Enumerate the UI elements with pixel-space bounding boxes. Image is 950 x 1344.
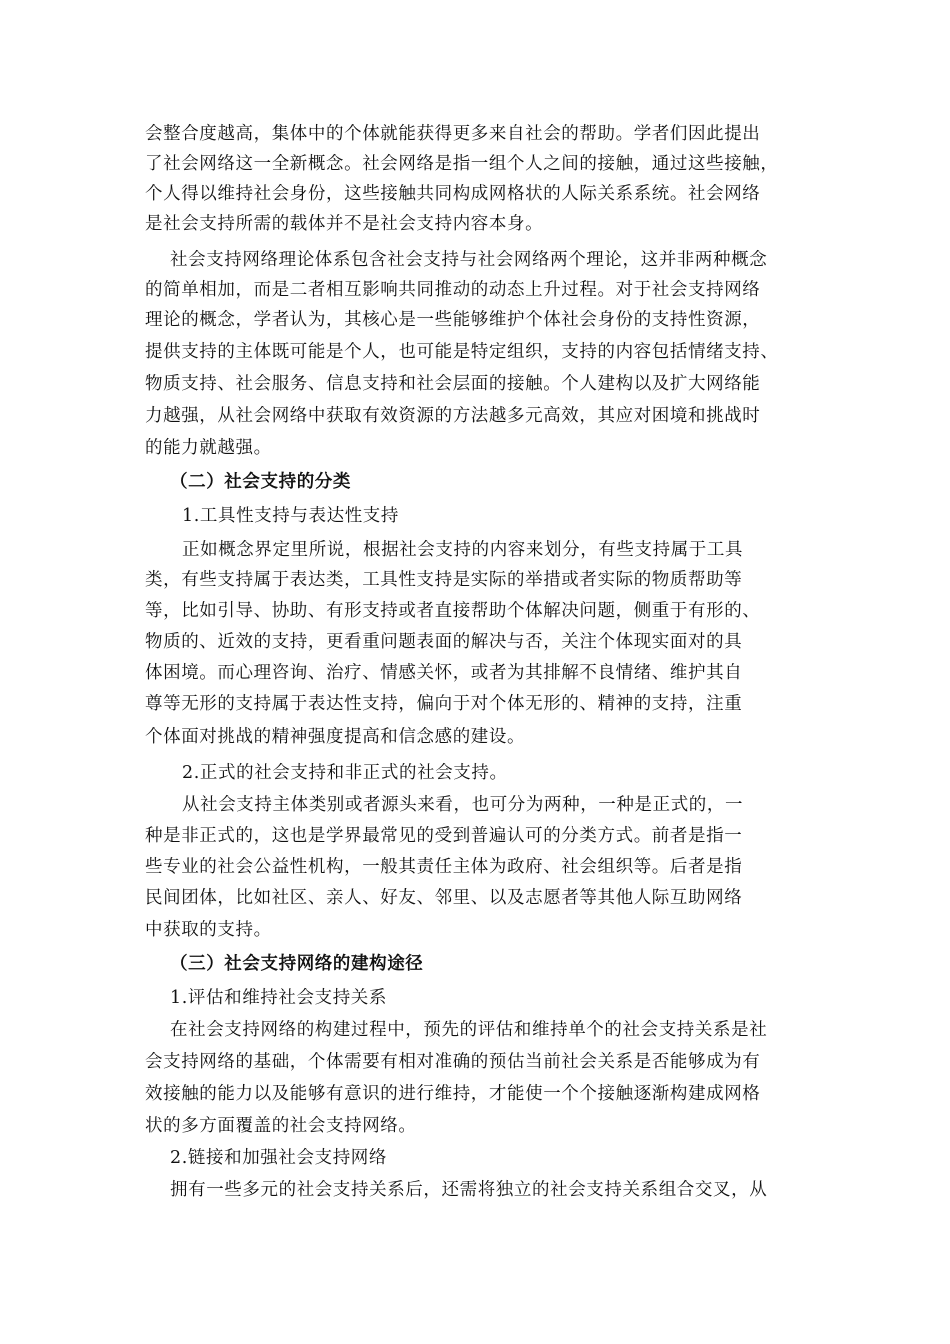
subsection-heading: 2.正式的社会支持和非正式的社会支持。 — [182, 763, 508, 783]
paragraph-line: 物质的、近效的支持，更看重问题表面的解决与否，关注个体现实面对的具 — [145, 632, 743, 652]
paragraph-line: 种是非正式的，这也是学界最常见的受到普遍认可的分类方式。前者是指一 — [145, 826, 743, 846]
paragraph-line: 是社会支持所需的载体并不是社会支持内容本身。 — [145, 214, 544, 234]
subsection-heading: 2.链接和加强社会支持网络 — [170, 1148, 387, 1168]
paragraph-line: 从社会支持主体类别或者源头来看，也可分为两种，一种是正式的，一 — [182, 795, 744, 815]
paragraph-line: 会支持网络的基础，个体需要有相对准确的预估当前社会关系是否能够成为有 — [145, 1052, 761, 1072]
paragraph-line: 理论的概念，学者认为，其核心是一些能够维护个体社会身份的支持性资源， — [145, 310, 761, 330]
paragraph-line: 的能力就越强。 — [145, 438, 272, 458]
section-heading: （三）社会支持网络的建构途径 — [170, 954, 424, 974]
paragraph-line: 物质支持、社会服务、信息支持和社会层面的接触。个人建构以及扩大网络能 — [145, 374, 761, 394]
paragraph-line: 提供支持的主体既可能是个人，也可能是特定组织，支持的内容包括情绪支持、 — [145, 342, 779, 362]
paragraph-line: 拥有一些多元的社会支持关系后，还需将独立的社会支持关系组合交叉，从 — [170, 1180, 768, 1200]
paragraph-line: 效接触的能力以及能够有意识的进行维持，才能使一个个接触逐渐构建成网格 — [145, 1084, 761, 1104]
paragraph-line: 体困境。而心理咨询、治疗、情感关怀，或者为其排解不良情绪、维护其自 — [145, 663, 743, 683]
subsection-heading: 1.评估和维持社会支持关系 — [170, 988, 387, 1008]
paragraph-line: 会整合度越高，集体中的个体就能获得更多来自社会的帮助。学者们因此提出 — [145, 124, 761, 144]
paragraph-line: 社会支持网络理论体系包含社会支持与社会网络两个理论，这并非两种概念 — [170, 250, 768, 270]
paragraph-line: 类，有些支持属于表达类，工具性支持是实际的举措或者实际的物质帮助等 — [145, 570, 743, 590]
paragraph-line: 民间团体，比如社区、亲人、好友、邻里、以及志愿者等其他人际互助网络 — [145, 888, 743, 908]
paragraph-line: 个体面对挑战的精神强度提高和信念感的建设。 — [145, 727, 526, 747]
paragraph-line: 的简单相加，而是二者相互影响共同推动的动态上升过程。对于社会支持网络 — [145, 280, 761, 300]
paragraph-line: 了社会网络这一全新概念。社会网络是指一组个人之间的接触，通过这些接触， — [145, 154, 779, 174]
subsection-heading: 1.工具性支持与表达性支持 — [182, 506, 399, 526]
paragraph-line: 状的多方面覆盖的社会支持网络。 — [145, 1116, 417, 1136]
paragraph-line: 尊等无形的支持属于表达性支持，偏向于对个体无形的、精神的支持，注重 — [145, 694, 743, 714]
paragraph-line: 些专业的社会公益性机构，一般其责任主体为政府、社会组织等。后者是指 — [145, 857, 743, 877]
paragraph-line: 等，比如引导、协助、有形支持或者直接帮助个体解决问题，侧重于有形的、 — [145, 601, 761, 621]
section-heading: （二）社会支持的分类 — [170, 472, 351, 492]
paragraph-line: 个人得以维持社会身份，这些接触共同构成网格状的人际关系系统。社会网络 — [145, 184, 761, 204]
paragraph-line: 力越强，从社会网络中获取有效资源的方法越多元高效，其应对困境和挑战时 — [145, 406, 761, 426]
paragraph-line: 中获取的支持。 — [145, 920, 272, 940]
paragraph-line: 正如概念界定里所说，根据社会支持的内容来划分，有些支持属于工具 — [182, 540, 744, 560]
paragraph-line: 在社会支持网络的构建过程中，预先的评估和维持单个的社会支持关系是社 — [170, 1020, 768, 1040]
